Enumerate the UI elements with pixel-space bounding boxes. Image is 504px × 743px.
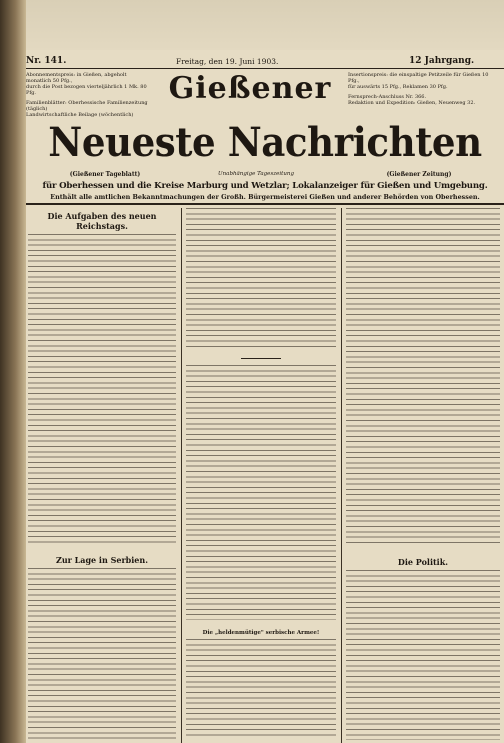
- supplement-line: Landwirtschaftliche Beilage (wöchentlich): [26, 112, 134, 118]
- top-rule: [26, 68, 504, 69]
- column-1: [28, 208, 176, 738]
- article-body-text: [28, 234, 176, 544]
- subscription-box: [26, 72, 148, 118]
- official-notice-line: Enthält alle amtlichen Bekanntmachungen der Großh. Bürgermeisterei Gießen und anderer Behörden von Oberhessen.: [50, 193, 480, 201]
- phone-line: Fernsprech-Anschluss Nr. 366.: [348, 94, 427, 100]
- column-divider: [181, 208, 182, 743]
- advert-price-line: für auswärts 15 Pfg., Reklamen 30 Pfg.: [348, 84, 448, 90]
- article-body-text: [186, 365, 336, 620]
- article-body-text: [186, 639, 336, 739]
- article-heading: Die Aufgaben des neuen Reichstags.: [47, 211, 157, 231]
- article-body-text: [28, 568, 176, 743]
- editorial-address: Redaktion und Expedition: Gießen, Neuenweg 32.: [348, 100, 476, 106]
- page-top-margin: [0, 0, 504, 50]
- supplement-line: Familienblätter: Oberhessische Familienzeitung (täglich): [26, 100, 148, 112]
- volume-label: 12 Jahrgang.: [409, 56, 475, 66]
- subtitle-center: Unabhängige Tageszeitung: [218, 171, 294, 177]
- subscription-line: durch die Post bezogen vierteljährlich 1 Mk. 80 Pfg.: [26, 84, 147, 96]
- subtitle-right: (Gießener Zeitung): [386, 171, 452, 178]
- column-divider: [341, 208, 342, 743]
- advert-price-line: Insertionspreis: die einspaltige Petitzeile für Gießen 10 Pfg.,: [348, 72, 489, 84]
- masthead-bottom-rule: [26, 203, 504, 205]
- advert-price-box: [348, 72, 500, 106]
- subtitle-left: (Gießener Tageblatt): [69, 171, 141, 178]
- column-2: [186, 208, 336, 738]
- subscription-line: Abonnementspreis: in Gießen, abgeholt monatlich 50 Pfg.,: [26, 72, 127, 84]
- article-body-text: [186, 208, 336, 348]
- article-body-text: [346, 570, 500, 740]
- regional-line: für Oberhessen und die Kreise Marburg und Wetzlar; Lokalanzeiger für Gießen und Umgebung.: [42, 181, 488, 191]
- masthead-title: Neueste Nachrichten: [48, 119, 482, 166]
- article-body-text: [346, 208, 500, 546]
- article-heading: Die Politik.: [397, 557, 449, 567]
- book-spine: [0, 0, 26, 743]
- article-heading: Zur Lage in Serbien.: [56, 555, 148, 565]
- column-3: [346, 208, 500, 738]
- newspaper-page: [26, 50, 504, 743]
- issue-number: Nr. 141.: [26, 56, 67, 66]
- article-heading: Die „heldenmütige" serbische Armee!: [202, 630, 320, 636]
- masthead-title-city: Gießener: [168, 71, 332, 106]
- issue-date: Freitag, den 19. Juni 1903.: [176, 57, 279, 66]
